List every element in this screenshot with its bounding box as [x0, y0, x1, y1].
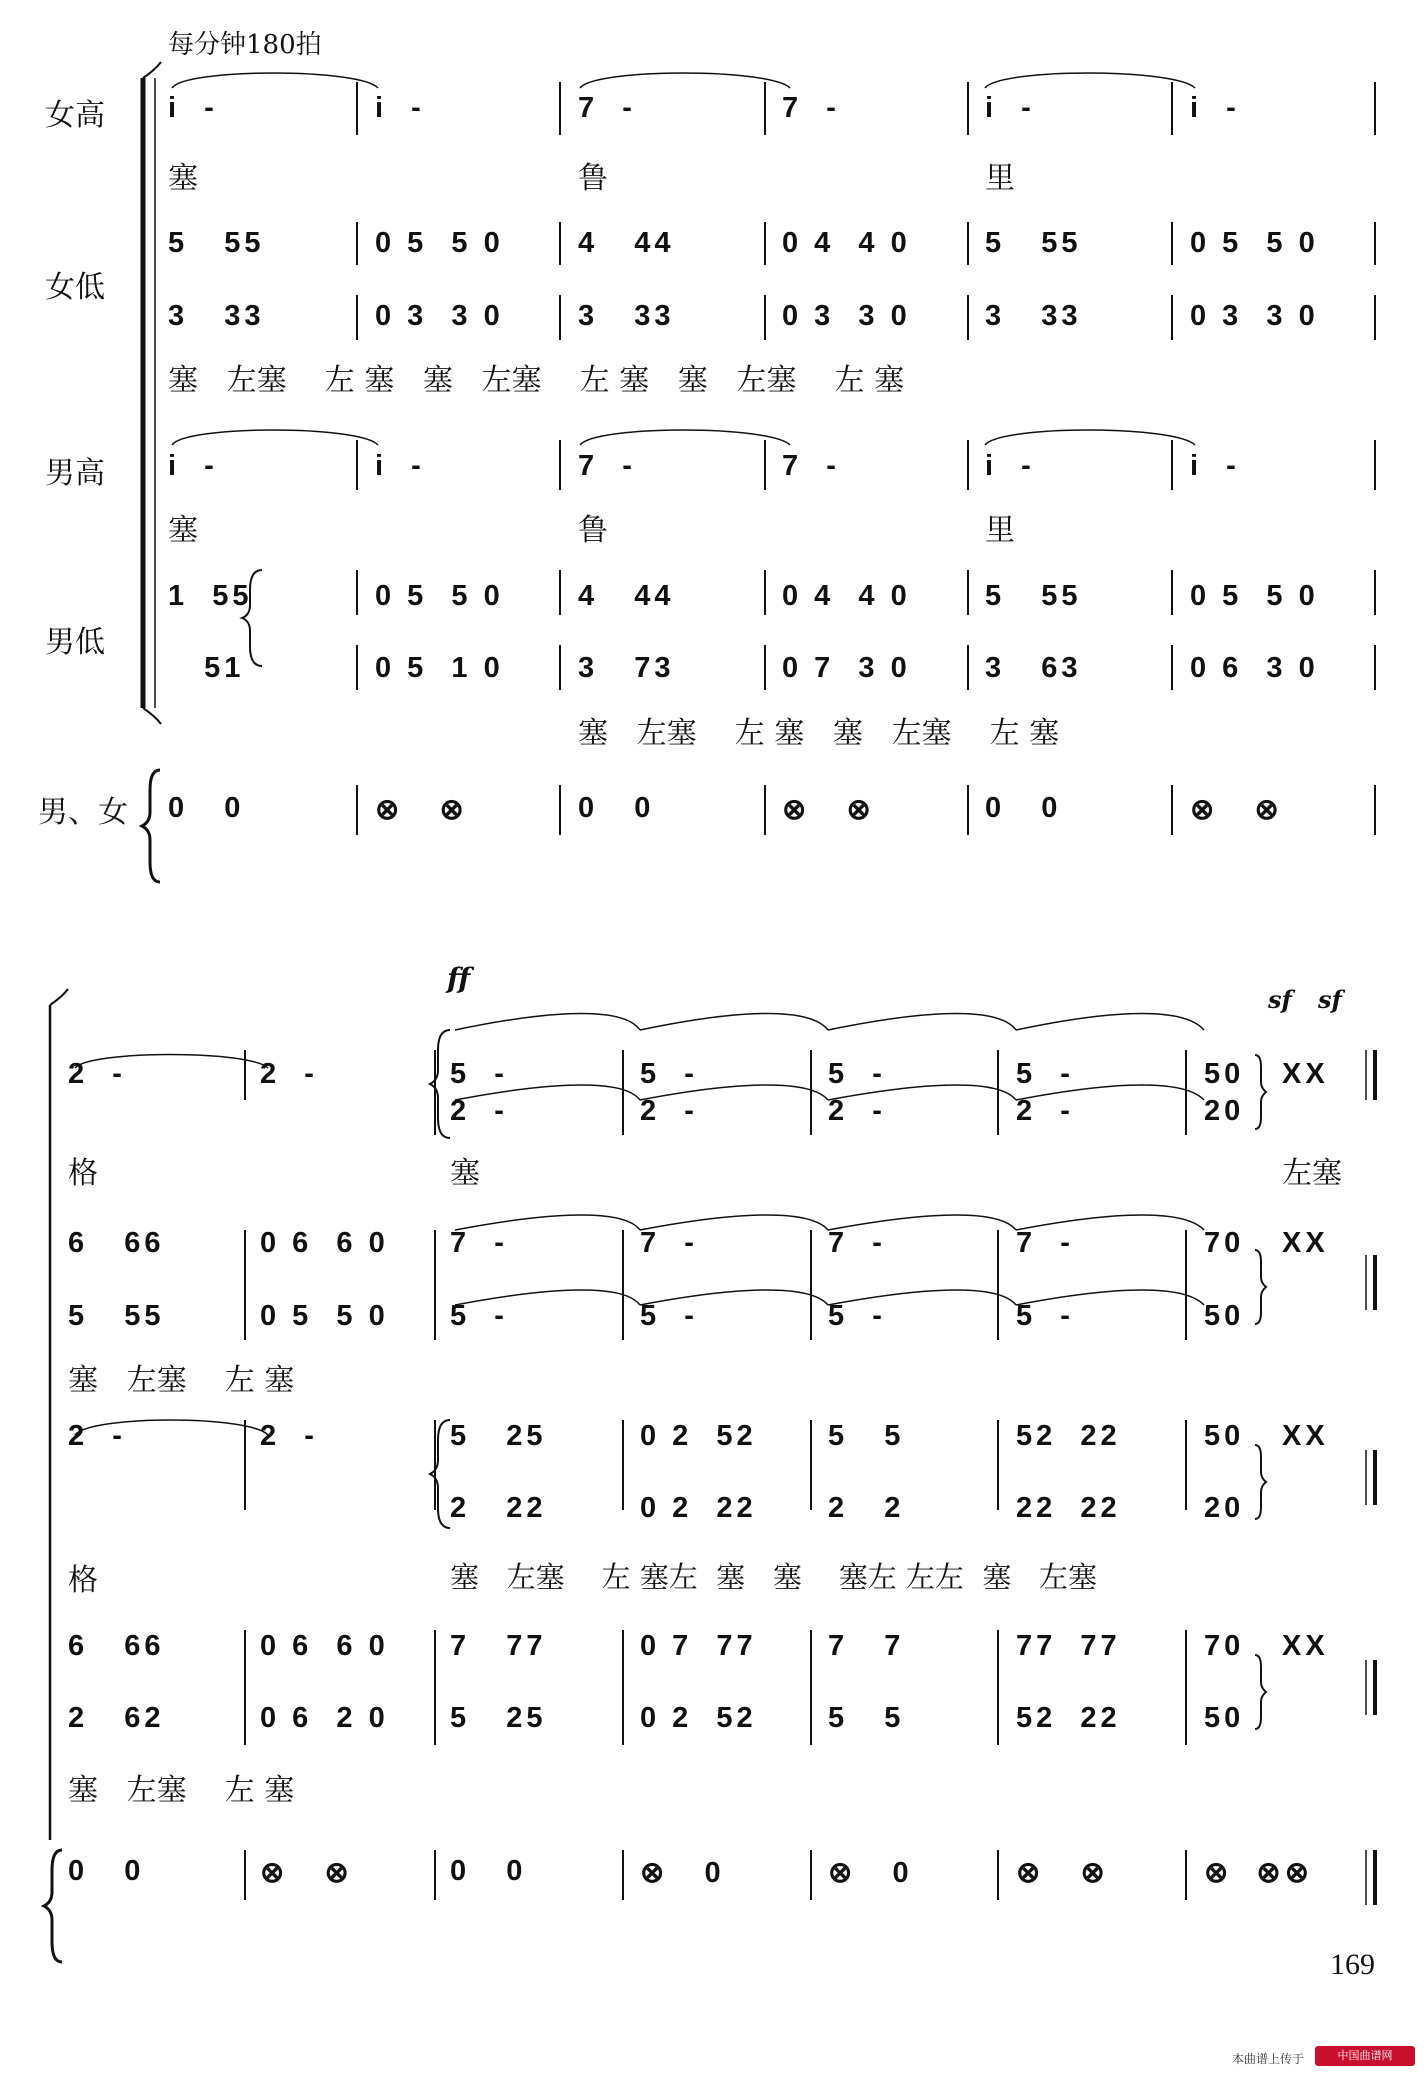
- s2-alto1-measure-5: 7 -: [828, 1227, 886, 1259]
- s2-alto2-measure-6: 5 -: [1016, 1300, 1074, 1332]
- s2-bass2-measure-2: 0 6 2 0: [260, 1702, 389, 1734]
- s2-ten2-measure-6: 22 22: [1016, 1492, 1121, 1524]
- site-logo: [1315, 2046, 1415, 2066]
- s2-sop2-measure-6: 2 -: [1016, 1095, 1074, 1127]
- s1-alto1-measure-1: 5 55: [168, 227, 265, 259]
- s1-ten-measure-3: 7 -: [578, 450, 636, 482]
- lyric-s1-ten-2: 鲁: [578, 513, 608, 548]
- dynamic-sf-1: sf: [1268, 985, 1292, 1014]
- s2-ten2-measure-3: 2 22: [450, 1492, 547, 1524]
- page-number: 169: [1330, 1948, 1375, 1981]
- s2-alto1-measure-1: 6 66: [68, 1227, 165, 1259]
- s2-sop2-measure-5: 2 -: [828, 1095, 886, 1127]
- s1-perc-measure-4: ⊗ ⊗: [782, 794, 875, 826]
- s2-perc-measure-2: ⊗ ⊗: [260, 1857, 353, 1889]
- s1-bass2-measure-2: 0 5 1 0: [375, 652, 504, 684]
- s2-sop2-measure-3: 2 -: [450, 1095, 508, 1127]
- s1-alto2-measure-5: 3 33: [985, 300, 1082, 332]
- part-label-tenor: 男高: [45, 456, 105, 491]
- s2-bass2-measure-1: 2 62: [68, 1702, 165, 1734]
- s2-perc-measure-5: ⊗ 0: [828, 1857, 913, 1889]
- s1-alto1-measure-5: 5 55: [985, 227, 1082, 259]
- s1-bass2-measure-3: 3 73: [578, 652, 675, 684]
- s1-ten-measure-5: i -: [985, 450, 1035, 482]
- lyric-s2-sop-b: 塞: [450, 1156, 480, 1191]
- s1-sop-measure-4: 7 -: [782, 92, 840, 124]
- s1-perc-measure-3: 0 0: [578, 792, 655, 824]
- s2-perc-measure-3: 0 0: [450, 1855, 527, 1887]
- s2-alto1-measure-8: XX: [1282, 1227, 1329, 1259]
- s1-sop-measure-6: i -: [1190, 92, 1240, 124]
- s1-alto1-measure-6: 0 5 5 0: [1190, 227, 1319, 259]
- s2-bass2-measure-7: 50: [1204, 1702, 1245, 1734]
- s1-sop-measure-3: 7 -: [578, 92, 636, 124]
- s2-alto1-measure-4: 7 -: [640, 1227, 698, 1259]
- lyric-s1-ten-3: 里: [985, 513, 1015, 548]
- s2-bass1-measure-2: 0 6 6 0: [260, 1630, 389, 1662]
- s2-sop1-measure-7: 50: [1204, 1058, 1245, 1090]
- s1-bass1-measure-3: 4 44: [578, 580, 675, 612]
- s1-perc-measure-2: ⊗ ⊗: [375, 794, 468, 826]
- s1-bass2-measure-5: 3 63: [985, 652, 1082, 684]
- s2-bass1-measure-4: 0 7 77: [640, 1630, 757, 1662]
- part-label-mixed: 男、女: [38, 795, 128, 830]
- s2-sop1-measure-8: XX: [1282, 1058, 1329, 1090]
- lyric-s2-bass: 塞 左塞 左 塞: [68, 1773, 295, 1808]
- lyric-s2-sop-a: 格: [68, 1156, 98, 1191]
- s2-ten1-measure-6: 52 22: [1016, 1420, 1121, 1452]
- s1-bass1-measure-5: 5 55: [985, 580, 1082, 612]
- s1-bass1-measure-4: 0 4 4 0: [782, 580, 911, 612]
- s1-alto2-measure-2: 0 3 3 0: [375, 300, 504, 332]
- s2-alto2-measure-2: 0 5 5 0: [260, 1300, 389, 1332]
- s1-sop-measure-5: i -: [985, 92, 1035, 124]
- s1-ten-measure-4: 7 -: [782, 450, 840, 482]
- s1-ten-measure-6: i -: [1190, 450, 1240, 482]
- s2-ten1-measure-2: 2 -: [260, 1420, 318, 1452]
- s1-bass2-measure-1: 51: [168, 652, 245, 684]
- s1-ten-measure-1: i -: [168, 450, 218, 482]
- part-label-bass: 男低: [45, 625, 105, 660]
- s1-bass1-measure-2: 0 5 5 0: [375, 580, 504, 612]
- s2-bass2-measure-6: 52 22: [1016, 1702, 1121, 1734]
- s2-ten2-measure-7: 20: [1204, 1492, 1245, 1524]
- lyric-s2-alto: 塞 左塞 左 塞: [68, 1363, 295, 1398]
- s1-alto2-measure-3: 3 33: [578, 300, 675, 332]
- s2-ten1-measure-4: 0 2 52: [640, 1420, 757, 1452]
- s1-bass1-measure-6: 0 5 5 0: [1190, 580, 1319, 612]
- s1-perc-measure-5: 0 0: [985, 792, 1062, 824]
- s2-bass1-measure-8: XX: [1282, 1630, 1329, 1662]
- lyric-s2-ten-a: 格: [68, 1563, 98, 1598]
- s2-ten2-measure-5: 2 2: [828, 1492, 905, 1524]
- s2-sop2-measure-4: 2 -: [640, 1095, 698, 1127]
- s1-bass2-measure-4: 0 7 3 0: [782, 652, 911, 684]
- s1-bass2-measure-6: 0 6 3 0: [1190, 652, 1319, 684]
- s2-alto1-measure-7: 70: [1204, 1227, 1245, 1259]
- s2-sop1-measure-5: 5 -: [828, 1058, 886, 1090]
- s2-sop1-measure-1: 2 -: [68, 1058, 126, 1090]
- lyric-s1-sop-1: 塞: [168, 161, 198, 196]
- lyric-s1-sop-2: 鲁: [578, 161, 608, 196]
- dynamic-sf-2: sf: [1318, 985, 1342, 1014]
- s2-ten1-measure-3: 5 25: [450, 1420, 547, 1452]
- dynamic-ff: ff: [447, 962, 471, 995]
- s1-alto1-measure-3: 4 44: [578, 227, 675, 259]
- lyric-s2-ten-b: 塞 左塞 左 塞左 塞 塞 塞左 左左 塞 左塞: [450, 1560, 1098, 1594]
- lyric-s2-sop-c: 左塞: [1282, 1156, 1342, 1191]
- tempo-marking: 每分钟180拍: [168, 30, 322, 60]
- s2-alto1-measure-6: 7 -: [1016, 1227, 1074, 1259]
- s2-bass1-measure-1: 6 66: [68, 1630, 165, 1662]
- s2-bass1-measure-3: 7 77: [450, 1630, 547, 1662]
- site-logo-text: 中国曲谱网: [1337, 2049, 1393, 2062]
- s2-alto2-measure-7: 50: [1204, 1300, 1245, 1332]
- part-label-alto: 女低: [45, 270, 105, 305]
- s1-perc-measure-6: ⊗ ⊗: [1190, 794, 1283, 826]
- s2-bass1-measure-7: 70: [1204, 1630, 1245, 1662]
- s1-sop-measure-2: i -: [375, 92, 425, 124]
- s2-sop2-measure-7: 20: [1204, 1095, 1245, 1127]
- s2-alto2-measure-1: 5 55: [68, 1300, 165, 1332]
- lyric-s1-bass: 塞 左塞 左 塞 塞 左塞 左 塞: [578, 716, 1060, 751]
- s2-sop1-measure-3: 5 -: [450, 1058, 508, 1090]
- s2-sop1-measure-4: 5 -: [640, 1058, 698, 1090]
- s2-alto1-measure-3: 7 -: [450, 1227, 508, 1259]
- s2-alto2-measure-4: 5 -: [640, 1300, 698, 1332]
- lyric-s1-alto: 塞 左塞 左 塞 塞 左塞 左 塞 塞 左塞 左 塞: [168, 363, 905, 398]
- s2-ten1-measure-8: XX: [1282, 1420, 1329, 1452]
- s2-perc-measure-1: 0 0: [68, 1855, 145, 1887]
- s2-perc-measure-4: ⊗ 0: [640, 1857, 725, 1889]
- s2-perc-measure-6: ⊗ ⊗: [1016, 1857, 1109, 1889]
- s2-ten1-measure-1: 2 -: [68, 1420, 126, 1452]
- s2-ten1-measure-5: 5 5: [828, 1420, 905, 1452]
- s2-ten1-measure-7: 50: [1204, 1420, 1245, 1452]
- s2-bass2-measure-5: 5 5: [828, 1702, 905, 1734]
- s2-alto2-measure-5: 5 -: [828, 1300, 886, 1332]
- s1-ten-measure-2: i -: [375, 450, 425, 482]
- s1-alto1-measure-4: 0 4 4 0: [782, 227, 911, 259]
- s1-bass1-measure-1: 1 55: [168, 580, 253, 612]
- part-label-soprano: 女高: [45, 98, 105, 133]
- s2-bass1-measure-5: 7 7: [828, 1630, 905, 1662]
- lyric-s1-sop-3: 里: [985, 161, 1015, 196]
- s1-sop-measure-1: i -: [168, 92, 218, 124]
- lyric-s1-ten-1: 塞: [168, 513, 198, 548]
- s2-alto2-measure-3: 5 -: [450, 1300, 508, 1332]
- footer-text: 本曲谱上传于: [1232, 2052, 1305, 2066]
- s2-sop1-measure-6: 5 -: [1016, 1058, 1074, 1090]
- s2-perc-measure-7: ⊗ ⊗⊗: [1204, 1857, 1314, 1889]
- s2-ten2-measure-4: 0 2 22: [640, 1492, 757, 1524]
- s2-sop1-measure-2: 2 -: [260, 1058, 318, 1090]
- s2-alto1-measure-2: 0 6 6 0: [260, 1227, 389, 1259]
- s1-perc-measure-1: 0 0: [168, 792, 245, 824]
- s1-alto2-measure-4: 0 3 3 0: [782, 300, 911, 332]
- s2-bass2-measure-3: 5 25: [450, 1702, 547, 1734]
- s1-alto2-measure-1: 3 33: [168, 300, 265, 332]
- s1-alto1-measure-2: 0 5 5 0: [375, 227, 504, 259]
- s1-alto2-measure-6: 0 3 3 0: [1190, 300, 1319, 332]
- s2-bass1-measure-6: 77 77: [1016, 1630, 1121, 1662]
- s2-bass2-measure-4: 0 2 52: [640, 1702, 757, 1734]
